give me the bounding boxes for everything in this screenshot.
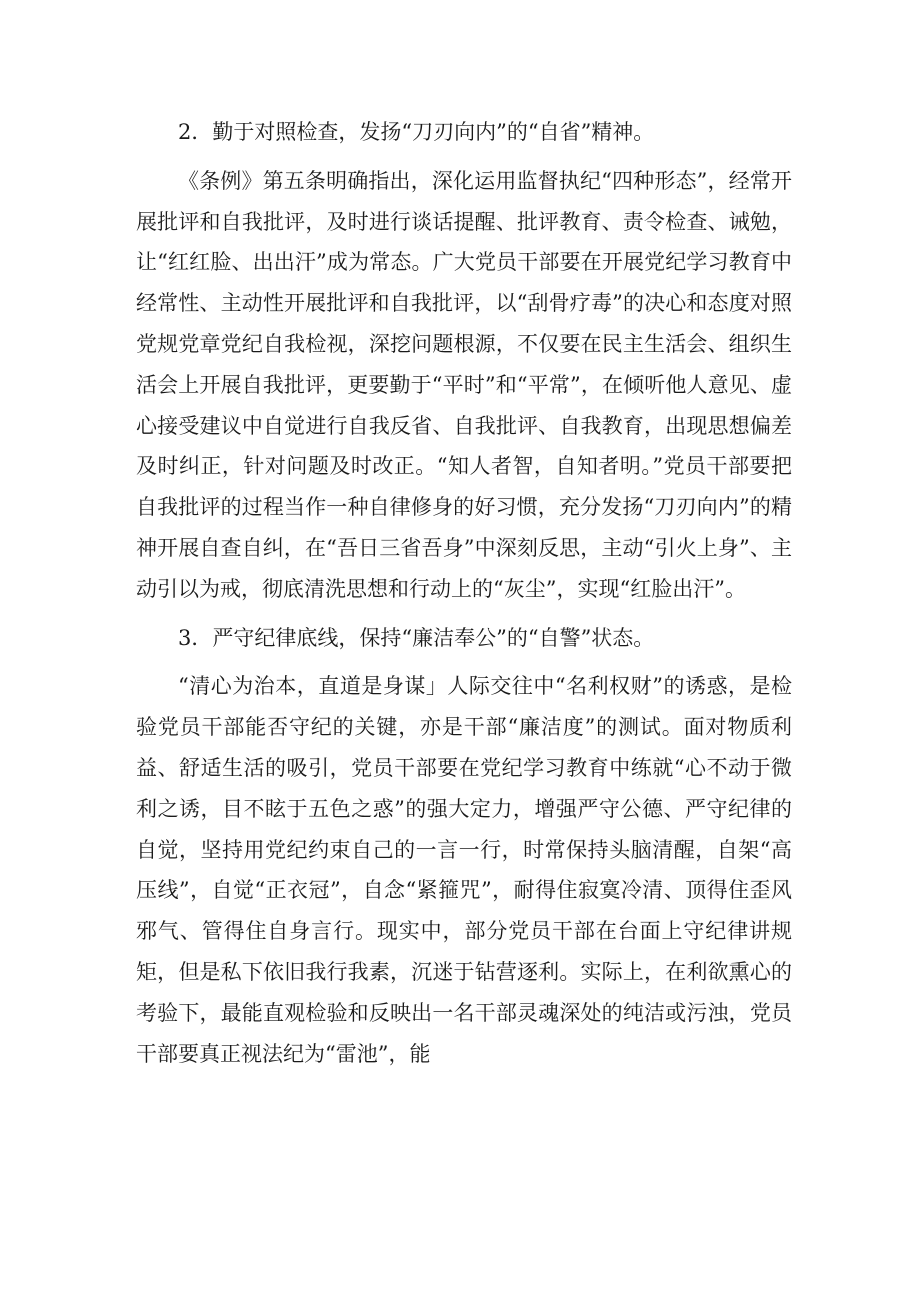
section-heading-3: 3．严守纪律底线，保持“廉洁奉公”的“自警”状态。 bbox=[178, 625, 655, 650]
section-paragraph-2: 《条例》第五条明确指出，深化运用监督执纪“四种形态”，经常开展批评和自我批评，及时进行谈话提醒、批评教育、责令检查、诫勉，让“红红脸、出出汗”成为常态。广大党员干部要在开展党纪学习教育中经常性、主动性开展批评和自我批评，以“刮骨疗毒”的决心和态度对照党规党章党纪自我检视，深挖问题根源，不仅要在民主生活会、组织生活会上开展自我批评，更要勤于“平时”和“平常”，在倾听他人意见、虚心接受建议中自觉进行自我反省、自我批评、自我教育，出现思想偏差及时纠正，针对问题及时改正。“知人者智，自知者明。”党员干部要把自我批评的过程当作一种自律修身的好习惯，充分发扬“刀刃向内”的精神开展自查自纠，在“吾日三省吾身”中深刻反思，主动“引火上身”、主动引以为戒，彻底清洗思想和行动上的“灰尘”，实现“红脸出汗”。 bbox=[136, 168, 792, 601]
section-paragraph-3: “清心为治本，直道是身谋」人际交往中“名利权财”的诱惑，是检验党员干部能否守纪的关键，亦是干部“廉洁度”的测试。面对物质利益、舒适生活的吸引，党员干部要在党纪学习教育中练就“心不动于微利之诱，目不眩于五色之惑”的强大定力，增强严守公德、严守纪律的自觉，坚持用党纪约束自己的一言一行，时常保持头脑清醒，自架“高压线”，自觉“正衣冠”，自念“紧箍咒”，耐得住寂寞冷清、顶得住歪风邪气、管得住自身言行。现实中，部分党员干部在台面上守纪律讲规矩，但是私下依旧我行我素，沉迷于钻营逐利。实际上，在利欲熏心的考验下，最能直观检验和反映出一名干部灵魂深处的纯洁或污浊，党员干部要真正视法纪为“雷池”，能 bbox=[136, 674, 792, 1066]
document-body bbox=[136, 112, 792, 1082]
section-heading-2: 2．勤于对照检查，发扬“刀刃向内”的“自省”精神。 bbox=[178, 120, 655, 144]
